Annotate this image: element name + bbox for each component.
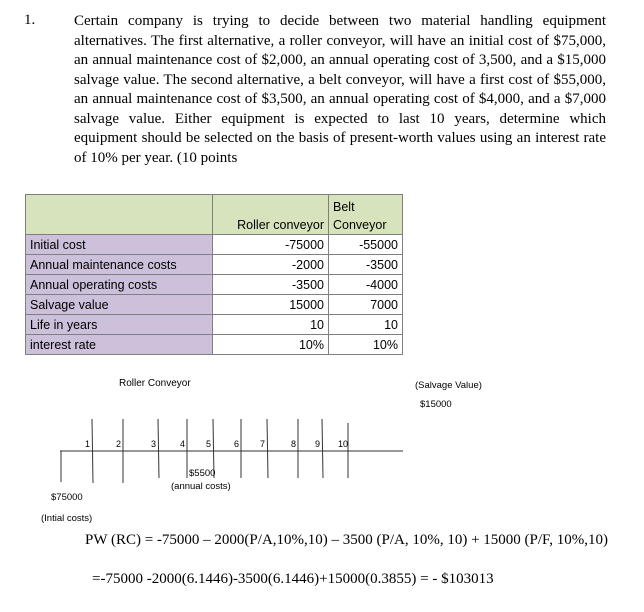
diagram-title: Roller Conveyor — [119, 378, 191, 389]
year-label: 2 — [116, 439, 122, 449]
row-label: Annual operating costs — [26, 275, 213, 295]
annual-amount: $5500 — [189, 468, 216, 479]
row-label: Annual maintenance costs — [26, 255, 213, 275]
roller-value: -75000 — [213, 235, 329, 255]
initial-label: (Intial costs) — [41, 513, 93, 524]
salvage-label: (Salvage Value) — [415, 380, 482, 391]
roller-value: -2000 — [213, 255, 329, 275]
pw-equation: PW (RC) = -75000 – 2000(P/A,10%,10) – 3500 (P/A, 10%, 10) + 15000 (P/F, 10%,10) — [85, 532, 608, 548]
year-label: 1 — [85, 439, 91, 449]
year-label: 8 — [291, 439, 297, 449]
pw-result: =-75000 -2000(6.1446)-3500(6.1446)+15000(0.3855) = - $103013 — [92, 571, 494, 587]
roller-value: -3500 — [213, 275, 329, 295]
problem-number: 1. — [24, 12, 36, 28]
belt-value: 7000 — [329, 295, 403, 315]
year-label: 4 — [180, 439, 186, 449]
year-tick — [267, 419, 268, 478]
year-label: 9 — [315, 439, 321, 449]
year-tick — [322, 419, 323, 478]
year-tick — [158, 419, 159, 478]
belt-value: -3500 — [329, 255, 403, 275]
row-label: Initial cost — [26, 235, 213, 255]
belt-value: -4000 — [329, 275, 403, 295]
header-roller: Roller conveyor — [213, 195, 329, 235]
year-label: 5 — [206, 439, 212, 449]
year-label: 7 — [260, 439, 266, 449]
roller-value: 10 — [213, 315, 329, 335]
roller-value: 15000 — [213, 295, 329, 315]
year-label: 10 — [338, 439, 349, 449]
problem-text: Certain company is trying to decide between two material handling equipment alternatives. The first alternative, a roller conveyor, will have an initial cost of $75,000, an annual maintenance cost of $2,000, an annual operating cost of 3,500, and a $15,000 salvage value. The second alternative, a belt conveyor, will have a first cost of $55,000, an annual maintenance cost of $3,500, an annual operating cost of $4,000, and a $7,000 salvage value. Either equipment is expected to last 10 years, determine which equipment should be selected on the basis of present-worth values using an interest rate of 10% per year. (10 points — [74, 13, 606, 166]
year-label: 3 — [151, 439, 157, 449]
belt-value: -55000 — [329, 235, 403, 255]
header-belt: Belt Conveyor — [329, 195, 403, 235]
salvage-amount: $15000 — [420, 399, 452, 410]
belt-value: 10% — [329, 335, 403, 355]
row-label: Salvage value — [26, 295, 213, 315]
year-label: 6 — [234, 439, 240, 449]
row-label: interest rate — [26, 335, 213, 355]
roller-value: 10% — [213, 335, 329, 355]
year-tick — [92, 419, 93, 483]
annual-label: (annual costs) — [171, 481, 231, 492]
row-label: Life in years — [26, 315, 213, 335]
initial-amount: $75000 — [51, 492, 83, 503]
belt-value: 10 — [329, 315, 403, 335]
